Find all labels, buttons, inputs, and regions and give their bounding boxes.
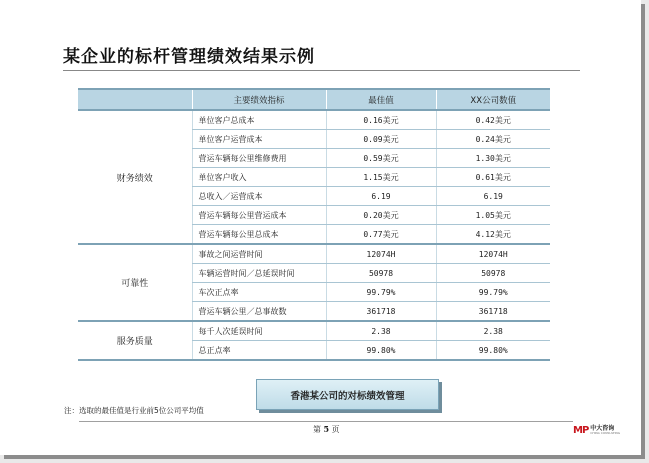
logo-mark: MP <box>573 424 589 436</box>
page-number-value: 5 <box>323 424 330 434</box>
table-body <box>78 110 550 360</box>
title-divider <box>63 70 580 71</box>
metric-cell: 营运车辆每公里营运成本 <box>192 206 326 225</box>
xx-value-cell: 0.61美元 <box>436 168 550 187</box>
best-value-cell: 99.80% <box>326 341 436 361</box>
header-xx: XX公司数值 <box>436 89 550 110</box>
xx-value-cell: 361718 <box>436 302 550 322</box>
logo-cn: 中大咨询 <box>590 424 615 432</box>
table-row <box>78 110 550 130</box>
footnote: 注：选取的最佳值是行业前5位公司平均值 <box>64 406 204 415</box>
best-value-cell: 0.77美元 <box>326 225 436 245</box>
best-value-cell: 0.09美元 <box>326 130 436 149</box>
best-value-cell: 0.20美元 <box>326 206 436 225</box>
page-suffix: 页 <box>331 425 340 434</box>
metric-cell: 每千人次延误时间 <box>192 321 326 341</box>
logo-en: CHINA CONSULTING <box>590 430 621 435</box>
best-value-cell: 6.19 <box>326 187 436 206</box>
page-number <box>313 424 340 435</box>
metric-cell: 车辆运营时间／总延误时间 <box>192 264 326 283</box>
group-label: 财务绩效 <box>78 110 192 244</box>
metric-cell: 车次正点率 <box>192 283 326 302</box>
slide-shadow-right <box>641 4 645 459</box>
best-value-cell: 50978 <box>326 264 436 283</box>
footer-divider <box>79 421 573 422</box>
kpi-table <box>78 88 550 361</box>
best-value-cell: 0.59美元 <box>326 149 436 168</box>
xx-value-cell: 99.80% <box>436 341 550 361</box>
metric-cell: 营运车辆每公里总成本 <box>192 225 326 245</box>
xx-value-cell: 0.42美元 <box>436 110 550 130</box>
group-label: 服务质量 <box>78 321 192 360</box>
metric-cell: 总收入／运营成本 <box>192 187 326 206</box>
header-metric: 主要绩效指标 <box>192 89 326 110</box>
header-group <box>78 89 192 110</box>
summary-banner: 香港某公司的对标绩效管理 <box>256 379 439 410</box>
header-best: 最佳值 <box>326 89 436 110</box>
xx-value-cell: 2.38 <box>436 321 550 341</box>
table-row <box>78 321 550 341</box>
metric-cell: 营运车辆每公里维修费用 <box>192 149 326 168</box>
best-value-cell: 361718 <box>326 302 436 322</box>
metric-cell: 单位客户运营成本 <box>192 130 326 149</box>
group-label: 可靠性 <box>78 244 192 321</box>
table-header-row <box>78 89 550 110</box>
metric-cell: 营运车辆公里／总事故数 <box>192 302 326 322</box>
xx-value-cell: 4.12美元 <box>436 225 550 245</box>
company-logo <box>573 423 620 437</box>
metric-cell: 事故之间运营时间 <box>192 244 326 264</box>
xx-value-cell: 0.24美元 <box>436 130 550 149</box>
xx-value-cell: 6.19 <box>436 187 550 206</box>
page-prefix: 第 <box>313 425 321 434</box>
best-value-cell: 1.15美元 <box>326 168 436 187</box>
best-value-cell: 2.38 <box>326 321 436 341</box>
xx-value-cell: 12074H <box>436 244 550 264</box>
slide-shadow-bottom <box>4 455 645 459</box>
best-value-cell: 12074H <box>326 244 436 264</box>
xx-value-cell: 1.30美元 <box>436 149 550 168</box>
xx-value-cell: 99.79% <box>436 283 550 302</box>
table-row <box>78 244 550 264</box>
xx-value-cell: 50978 <box>436 264 550 283</box>
logo-text <box>590 426 620 435</box>
best-value-cell: 99.79% <box>326 283 436 302</box>
xx-value-cell: 1.05美元 <box>436 206 550 225</box>
page-title: 某企业的标杆管理绩效结果示例 <box>63 47 315 67</box>
metric-cell: 单位客户总成本 <box>192 110 326 130</box>
metric-cell: 总正点率 <box>192 341 326 361</box>
best-value-cell: 0.16美元 <box>326 110 436 130</box>
metric-cell: 单位客户收入 <box>192 168 326 187</box>
